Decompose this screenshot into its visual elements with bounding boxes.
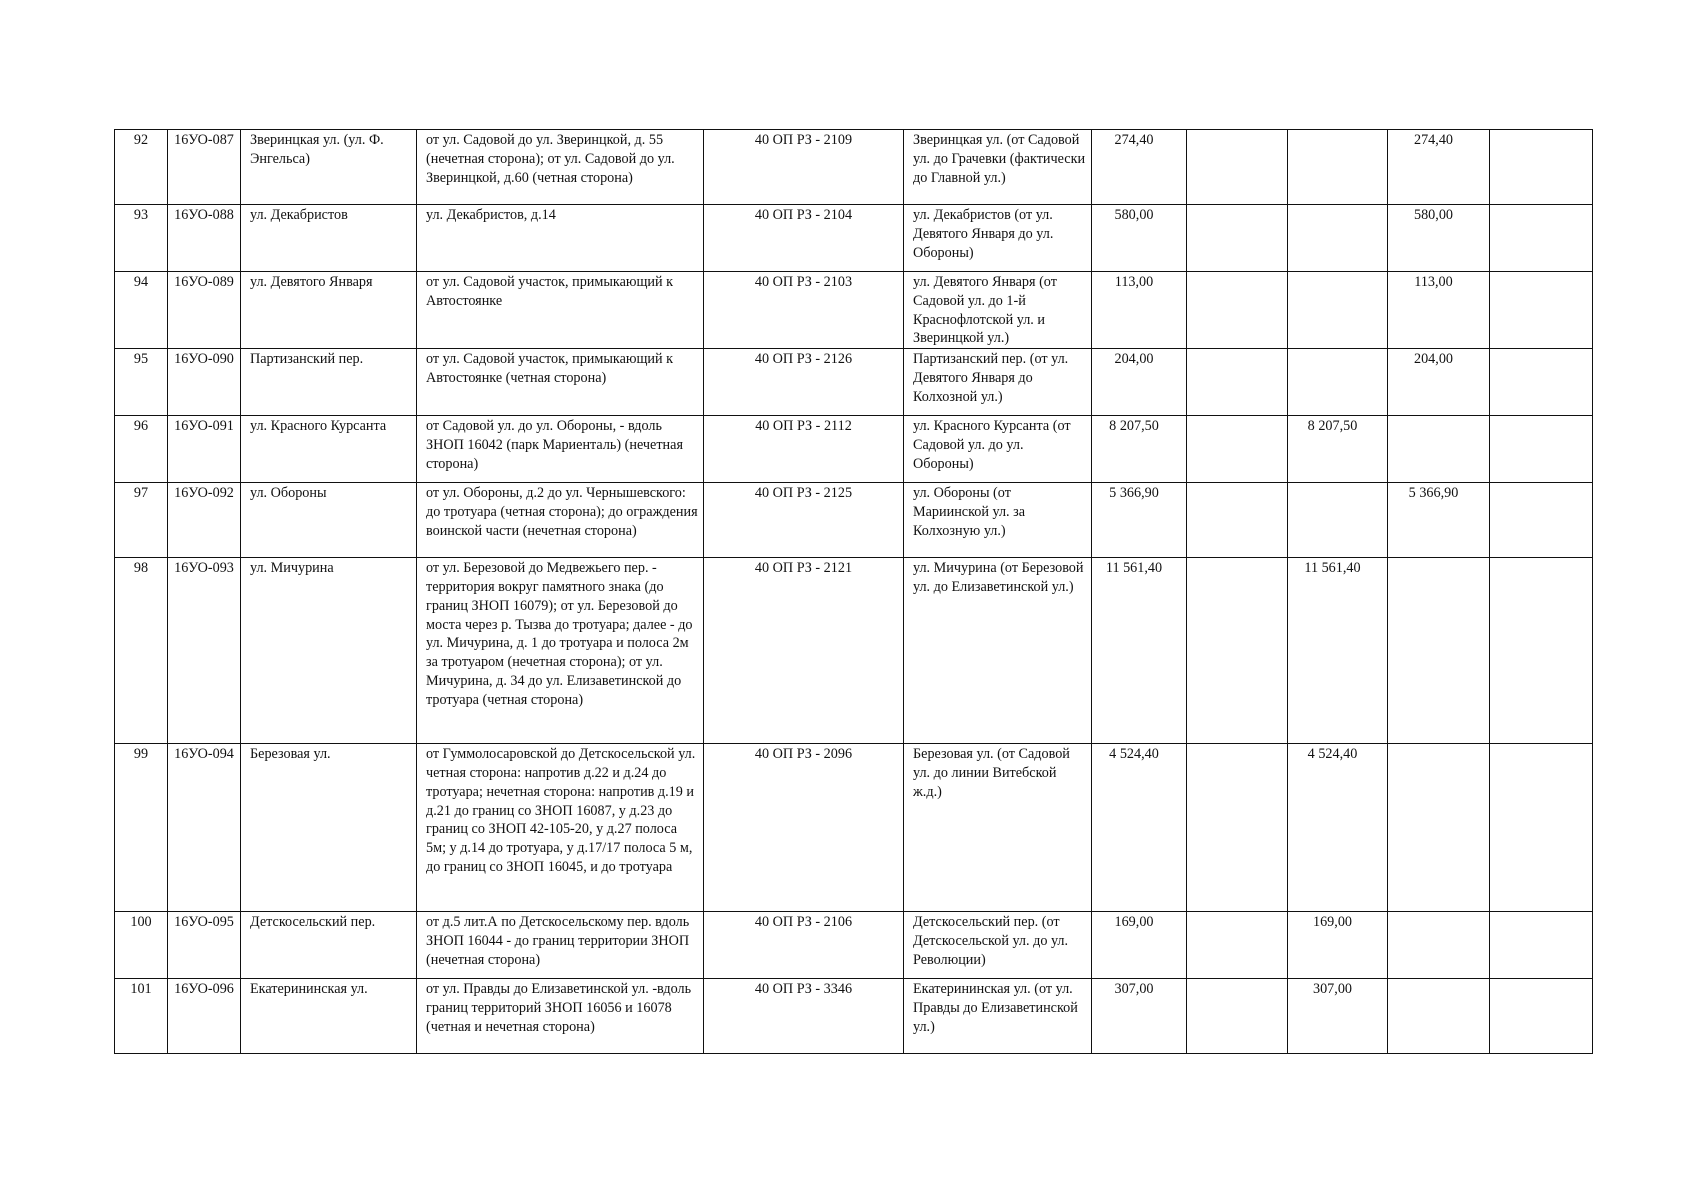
- road-name-cell: Детскосельский пер. (от Детскосельской ул. до ул. Революции): [904, 912, 1092, 979]
- total-area-cell: 307,00: [1092, 979, 1187, 1054]
- road-name-cell: Березовая ул. (от Садовой ул. до линии Витебской ж.д.): [904, 744, 1092, 912]
- street-name-cell: ул. Девятого Января: [241, 272, 417, 349]
- area-column-d-cell: [1490, 744, 1593, 912]
- street-name-cell: Зверинцкая ул. (ул. Ф. Энгельса): [241, 130, 417, 205]
- road-id-cell: 40 ОП РЗ - 2112: [704, 416, 904, 483]
- table-row: [115, 744, 1593, 912]
- table-row: [115, 416, 1593, 483]
- area-column-a-cell: [1187, 130, 1288, 205]
- total-area-cell: 8 207,50: [1092, 416, 1187, 483]
- boundary-description-cell: от ул. Садовой до ул. Зверинцкой, д. 55 (нечетная сторона); от ул. Садовой до ул. Зверинцкой, д.60 (четная сторона): [417, 130, 704, 205]
- road-id-cell: 40 ОП РЗ - 2126: [704, 349, 904, 416]
- row-number-cell: 93: [115, 205, 168, 272]
- row-number-cell: 96: [115, 416, 168, 483]
- road-id-cell: 40 ОП РЗ - 2096: [704, 744, 904, 912]
- area-column-c-cell: [1388, 416, 1490, 483]
- road-id-cell: 40 ОП РЗ - 2109: [704, 130, 904, 205]
- street-name-cell: ул. Мичурина: [241, 558, 417, 744]
- street-name-cell: ул. Декабристов: [241, 205, 417, 272]
- road-name-cell: Партизанский пер. (от ул. Девятого Января до Колхозной ул.): [904, 349, 1092, 416]
- table-row: [115, 349, 1593, 416]
- area-column-b-cell: 8 207,50: [1288, 416, 1388, 483]
- area-column-d-cell: [1490, 912, 1593, 979]
- row-number-cell: 92: [115, 130, 168, 205]
- area-column-d-cell: [1490, 205, 1593, 272]
- row-number-cell: 98: [115, 558, 168, 744]
- green-areas-register-table: [114, 129, 1593, 1054]
- total-area-cell: 580,00: [1092, 205, 1187, 272]
- road-id-cell: 40 ОП РЗ - 2103: [704, 272, 904, 349]
- table-row: [115, 130, 1593, 205]
- table-row: [115, 558, 1593, 744]
- street-name-cell: ул. Обороны: [241, 483, 417, 558]
- area-column-d-cell: [1490, 558, 1593, 744]
- object-code-cell: 16УО-092: [168, 483, 241, 558]
- road-id-cell: 40 ОП РЗ - 2121: [704, 558, 904, 744]
- area-column-c-cell: 580,00: [1388, 205, 1490, 272]
- area-column-c-cell: 274,40: [1388, 130, 1490, 205]
- area-column-a-cell: [1187, 558, 1288, 744]
- object-code-cell: 16УО-094: [168, 744, 241, 912]
- area-column-a-cell: [1187, 912, 1288, 979]
- area-column-b-cell: 169,00: [1288, 912, 1388, 979]
- road-name-cell: ул. Декабристов (от ул. Девятого Января до ул. Обороны): [904, 205, 1092, 272]
- table-row: [115, 272, 1593, 349]
- boundary-description-cell: от Садовой ул. до ул. Обороны, - вдоль ЗНОП 16042 (парк Мариенталь) (нечетная сторона): [417, 416, 704, 483]
- table-row: [115, 483, 1593, 558]
- area-column-a-cell: [1187, 349, 1288, 416]
- area-column-a-cell: [1187, 416, 1288, 483]
- row-number-cell: 94: [115, 272, 168, 349]
- street-name-cell: Екатерининская ул.: [241, 979, 417, 1054]
- boundary-description-cell: от ул. Правды до Елизаветинской ул. -вдоль границ территорий ЗНОП 16056 и 16078 (четная и нечетная сторона): [417, 979, 704, 1054]
- area-column-b-cell: [1288, 205, 1388, 272]
- road-id-cell: 40 ОП РЗ - 2104: [704, 205, 904, 272]
- total-area-cell: 169,00: [1092, 912, 1187, 979]
- road-id-cell: 40 ОП РЗ - 2106: [704, 912, 904, 979]
- street-name-cell: ул. Красного Курсанта: [241, 416, 417, 483]
- total-area-cell: 11 561,40: [1092, 558, 1187, 744]
- object-code-cell: 16УО-095: [168, 912, 241, 979]
- area-column-c-cell: 5 366,90: [1388, 483, 1490, 558]
- area-column-b-cell: 307,00: [1288, 979, 1388, 1054]
- area-column-c-cell: 204,00: [1388, 349, 1490, 416]
- street-name-cell: Партизанский пер.: [241, 349, 417, 416]
- road-name-cell: ул. Обороны (от Мариинской ул. за Колхозную ул.): [904, 483, 1092, 558]
- area-column-d-cell: [1490, 979, 1593, 1054]
- road-name-cell: ул. Мичурина (от Березовой ул. до Елизаветинской ул.): [904, 558, 1092, 744]
- table-row: [115, 205, 1593, 272]
- boundary-description-cell: от ул. Садовой участок, примыкающий к Автостоянке: [417, 272, 704, 349]
- area-column-d-cell: [1490, 416, 1593, 483]
- area-column-b-cell: [1288, 483, 1388, 558]
- area-column-b-cell: [1288, 272, 1388, 349]
- area-column-b-cell: 11 561,40: [1288, 558, 1388, 744]
- object-code-cell: 16УО-091: [168, 416, 241, 483]
- boundary-description-cell: от ул. Обороны, д.2 до ул. Чернышевского: до тротуара (четная сторона); до ограждения воинской части (нечетная сторона): [417, 483, 704, 558]
- road-name-cell: ул. Девятого Января (от Садовой ул. до 1-й Краснофлотской ул. и Зверинцкой ул.): [904, 272, 1092, 349]
- area-column-a-cell: [1187, 272, 1288, 349]
- row-number-cell: 97: [115, 483, 168, 558]
- boundary-description-cell: от ул. Березовой до Медвежьего пер. - территория вокруг памятного знака (до границ ЗНОП 16079); от ул. Березовой до моста через р. Тызва до тротуара; далее - до ул. Мичурина, д. 1 до тротуара и полоса 2м за тротуаром (нечетная сторона); от ул. Мичурина, д. 34 до ул. Елизаветинской до тротуара (четная сторона): [417, 558, 704, 744]
- area-column-d-cell: [1490, 349, 1593, 416]
- area-column-a-cell: [1187, 483, 1288, 558]
- object-code-cell: 16УО-090: [168, 349, 241, 416]
- boundary-description-cell: ул. Декабристов, д.14: [417, 205, 704, 272]
- row-number-cell: 100: [115, 912, 168, 979]
- row-number-cell: 95: [115, 349, 168, 416]
- road-id-cell: 40 ОП РЗ - 2125: [704, 483, 904, 558]
- area-column-c-cell: [1388, 979, 1490, 1054]
- road-name-cell: Екатерининская ул. (от ул. Правды до Елизаветинской ул.): [904, 979, 1092, 1054]
- total-area-cell: 204,00: [1092, 349, 1187, 416]
- road-name-cell: Зверинцкая ул. (от Садовой ул. до Грачевки (фактически до Главной ул.): [904, 130, 1092, 205]
- object-code-cell: 16УО-087: [168, 130, 241, 205]
- boundary-description-cell: от Гуммолосаровской до Детскосельской ул. четная сторона: напротив д.22 и д.24 до тротуара; нечетная сторона: напротив д.19 и д.21 до границ со ЗНОП 16087, у д.23 до границ со ЗНОП 42-105-20, у д.27 полоса 5м; у д.14 до тротуара, у д.17/17 полоса 5 м, до границ со ЗНОП 16045, и до тротуара: [417, 744, 704, 912]
- road-id-cell: 40 ОП РЗ - 3346: [704, 979, 904, 1054]
- area-column-a-cell: [1187, 744, 1288, 912]
- object-code-cell: 16УО-096: [168, 979, 241, 1054]
- boundary-description-cell: от ул. Садовой участок, примыкающий к Автостоянке (четная сторона): [417, 349, 704, 416]
- boundary-description-cell: от д.5 лит.А по Детскосельскому пер. вдоль ЗНОП 16044 - до границ территории ЗНОП (нечетная сторона): [417, 912, 704, 979]
- total-area-cell: 4 524,40: [1092, 744, 1187, 912]
- area-column-d-cell: [1490, 272, 1593, 349]
- area-column-b-cell: [1288, 349, 1388, 416]
- area-column-a-cell: [1187, 205, 1288, 272]
- area-column-c-cell: [1388, 744, 1490, 912]
- table-row: [115, 979, 1593, 1054]
- total-area-cell: 113,00: [1092, 272, 1187, 349]
- street-name-cell: Березовая ул.: [241, 744, 417, 912]
- area-column-a-cell: [1187, 979, 1288, 1054]
- area-column-c-cell: 113,00: [1388, 272, 1490, 349]
- object-code-cell: 16УО-089: [168, 272, 241, 349]
- area-column-d-cell: [1490, 130, 1593, 205]
- area-column-b-cell: [1288, 130, 1388, 205]
- street-name-cell: Детскосельский пер.: [241, 912, 417, 979]
- total-area-cell: 274,40: [1092, 130, 1187, 205]
- area-column-d-cell: [1490, 483, 1593, 558]
- object-code-cell: 16УО-093: [168, 558, 241, 744]
- area-column-c-cell: [1388, 912, 1490, 979]
- area-column-b-cell: 4 524,40: [1288, 744, 1388, 912]
- total-area-cell: 5 366,90: [1092, 483, 1187, 558]
- object-code-cell: 16УО-088: [168, 205, 241, 272]
- table-row: [115, 912, 1593, 979]
- table-body: [115, 130, 1593, 1054]
- row-number-cell: 99: [115, 744, 168, 912]
- road-name-cell: ул. Красного Курсанта (от Садовой ул. до ул. Обороны): [904, 416, 1092, 483]
- area-column-c-cell: [1388, 558, 1490, 744]
- row-number-cell: 101: [115, 979, 168, 1054]
